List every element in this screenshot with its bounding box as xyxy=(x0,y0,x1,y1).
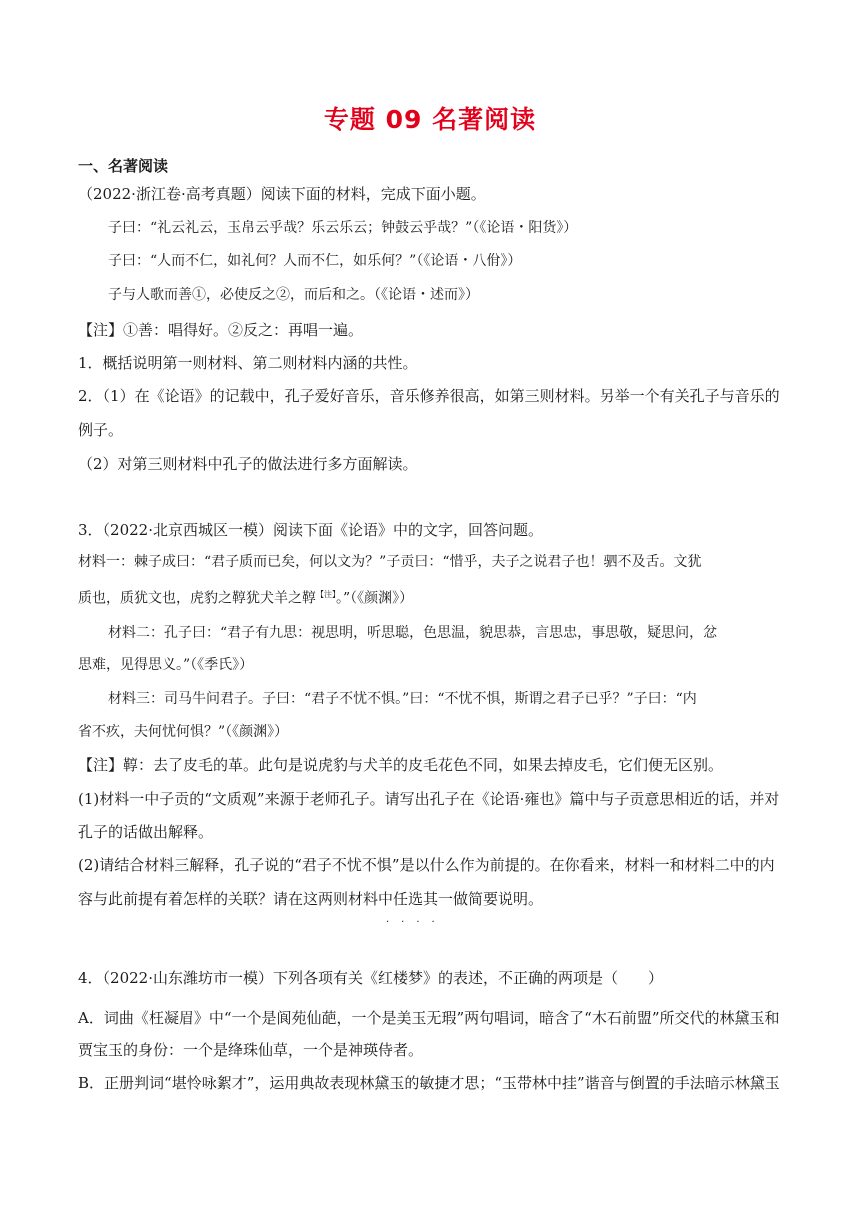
q4-option-b-line-1: B．正册判词“堪怜咏絮才”，运用典故表现林黛玉的敏捷才思；“玉带林中挂”谐音与倒置的手法暗示林黛玉 xyxy=(78,1074,780,1092)
q3-material-3-line-1: 材料三：司马牛问君子。子曰：“君子不忧不惧。”曰：“不忧不惧，斯谓之君子已乎？”子曰：“内 xyxy=(108,691,697,707)
q3-material-1-text: 质也，质犹文也，虎豹之鞟犹犬羊之鞟 xyxy=(78,590,316,607)
q1-item-1: 1．概括说明第一则材料、第二则材料内涵的共性。 xyxy=(78,354,418,372)
q1-item-2-line-1: 2．（1）在《论语》的记载中，孔子爱好音乐，音乐修养很高，如第三则材料。另举一个有关孔子与音乐的 xyxy=(78,387,780,405)
section-heading: 一、名著阅读 xyxy=(78,157,169,175)
q3-material-3-line-2: 省不疚，夫何忧何惧？”（《颜渊》） xyxy=(78,724,289,740)
q3-material-1-line-1: 材料一：棘子成曰：“君子质而已矣，何以文为？”子贡曰：“惜乎，夫子之说君子也！驷不及舌。文犹 xyxy=(78,554,702,570)
q1-material-1: 子曰：“礼云礼云，玉帛云乎哉？乐云乐云；钟鼓云乎哉？”（《论语・阳货》） xyxy=(108,220,578,236)
q3-source: 3．（2022·北京西城区一模）阅读下面《论语》中的文字，回答问题。 xyxy=(78,521,543,539)
q1-item-2-part-2: （2）对第三则材料中孔子的做法进行多方面解读。 xyxy=(78,455,418,473)
q3-sub-1-line-1: (1)材料一中子贡的“文质观”来源于老师孔子。请写出孔子在《论语·雍也》篇中与子贡意思相近的话，并对 xyxy=(78,790,780,808)
q3-sub-2-line-2: 容与此前提有着怎样的关联？请在这两则材料中任选其一做简要说明。 xyxy=(78,890,544,908)
page-title: 专题 09 名著阅读 xyxy=(323,105,537,134)
q3-material-1-source: 。”（《颜渊》） xyxy=(336,590,414,607)
q1-material-2: 子曰：“人而不仁，如礼何？人而不仁，如乐何？”（《论语・八佾》） xyxy=(108,253,522,269)
note-marker: 【注】 xyxy=(316,590,336,599)
q3-sub-2-line-1: (2)请结合材料三解释，孔子说的“君子不忧不惧”是以什么作为前提的。在你看来，材料一和材料二中的内 xyxy=(78,856,775,874)
q1-item-2-line-2: 例子。 xyxy=(78,421,124,439)
q1-material-3: 子与人歌而善①，必使反之②，而后和之。（《论语・述而》） xyxy=(108,287,479,303)
q4-option-a-line-1: A．词曲《枉凝眉》中“一个是阆苑仙葩，一个是美玉无瑕”两句唱词，暗含了“木石前盟”所交代的林黛玉和 xyxy=(78,1009,780,1027)
q1-note: 【注】①善：唱得好。②反之：再唱一遍。 xyxy=(78,321,364,339)
q4-option-a-line-2: 贾宝玉的身份：一个是绛珠仙草，一个是神瑛侍者。 xyxy=(78,1041,424,1059)
q4-source: 4．（2022·山东潍坊市一模）下列各项有关《红楼梦》的表述，不正确的两项是（ ） xyxy=(78,969,663,987)
q3-material-2-line-1: 材料二：孔子曰：“君子有九思：视思明，听思聪，色思温，貌思恭，言思忠，事思敬，疑思问，忿 xyxy=(108,625,718,641)
q1-source: （2022·浙江卷·高考真题）阅读下面的材料，完成下面小题。 xyxy=(78,185,486,203)
emphasis-dots: ···· xyxy=(386,917,447,928)
q3-sub-1-line-2: 孔子的话做出解释。 xyxy=(78,823,214,841)
q3-material-2-line-2: 思难，见得思义。”（《季氏》） xyxy=(78,657,254,673)
q3-note: 【注】鞟：去了皮毛的革。此句是说虎豹与犬羊的皮毛花色不同，如果去掉皮毛，它们便无区别。 xyxy=(78,756,724,774)
q3-material-1-line-2 xyxy=(78,585,784,609)
